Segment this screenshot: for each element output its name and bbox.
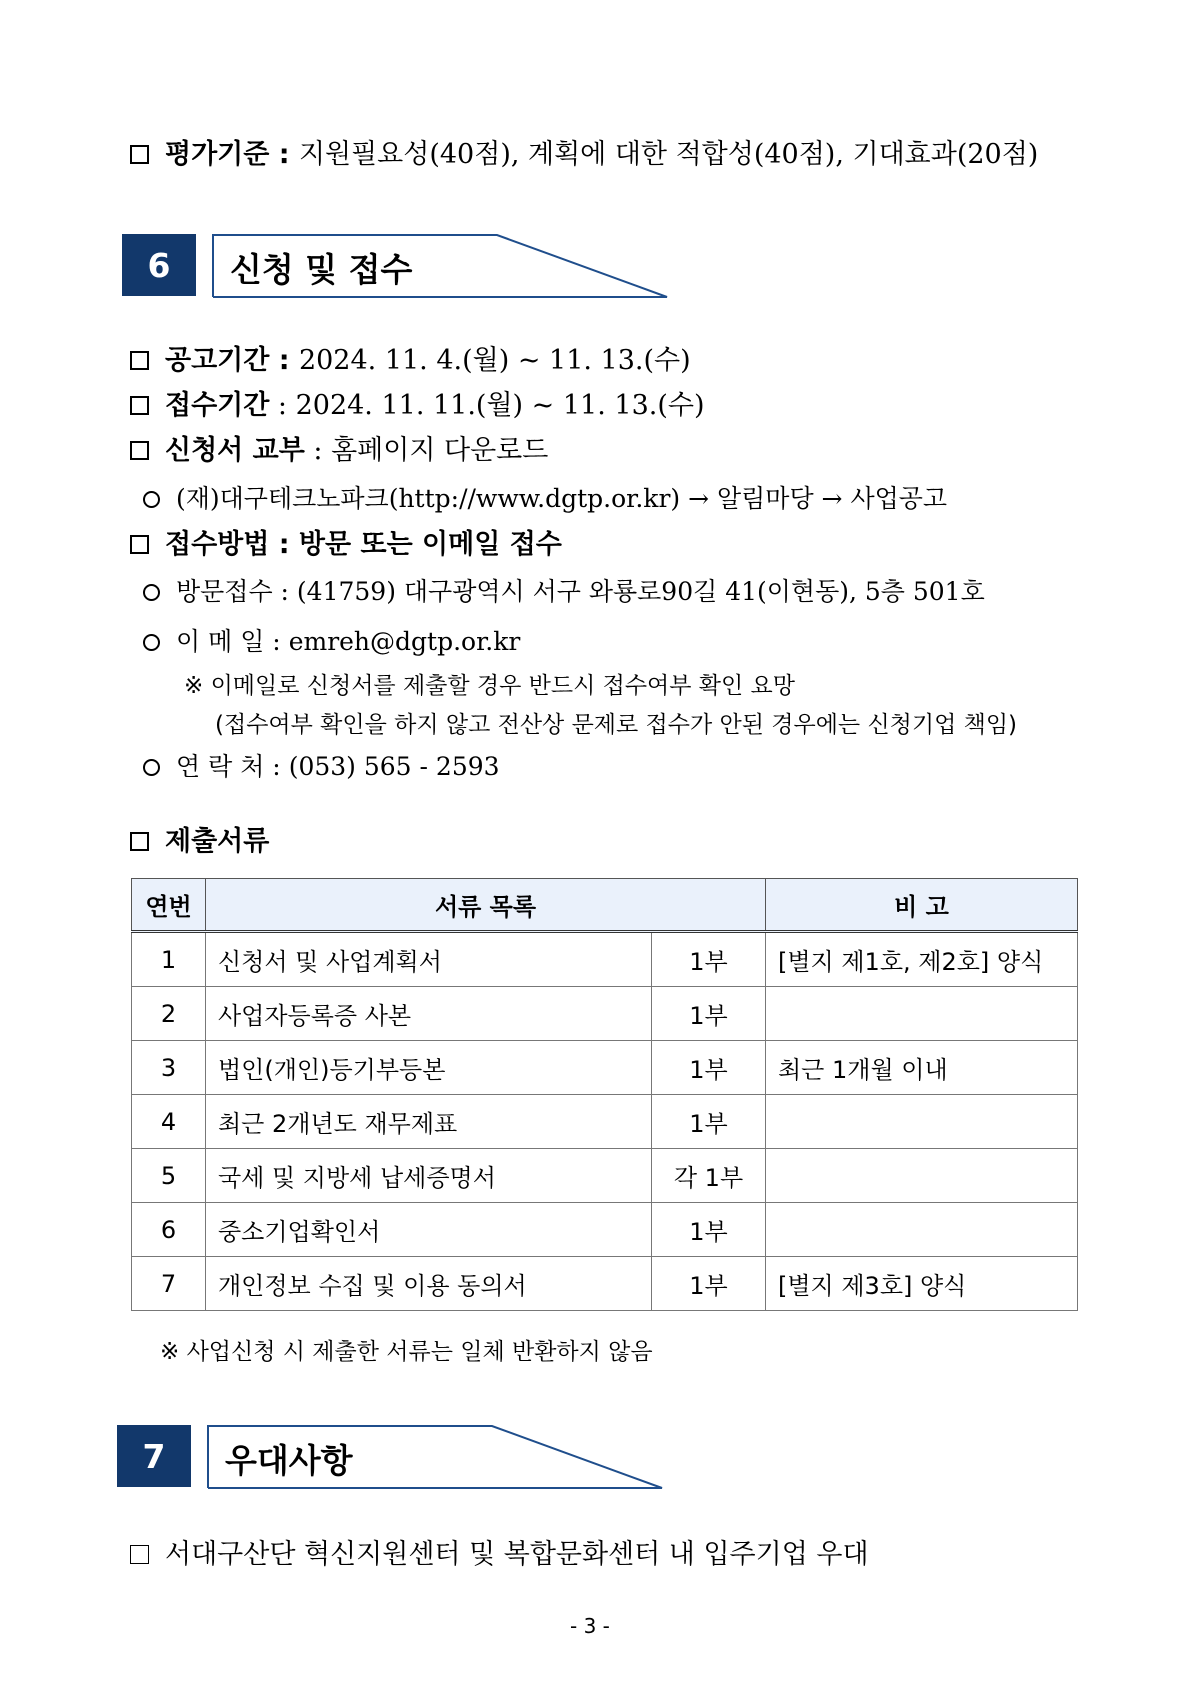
checkbox-square-icon (130, 832, 149, 851)
row-qty: 1부 (652, 1095, 766, 1149)
row-note (766, 1203, 1078, 1257)
announce-value: 2024. 11. 4.(월) ~ 11. 13.(수) (298, 345, 691, 376)
row-note (766, 1095, 1078, 1149)
circle-bullet-icon (143, 759, 160, 776)
checkbox-square-icon (130, 145, 149, 164)
checkbox-square-icon (130, 351, 149, 370)
row-no: 2 (132, 987, 206, 1041)
email-line: 이 메 일 : emreh@dgtp.or.kr (143, 624, 520, 660)
form-label: 신청서 교부 (165, 435, 305, 466)
contact-line: 연 락 처 : (053) 565 - 2593 (143, 749, 500, 785)
email-note-1: ※ 이메일로 신청서를 제출할 경우 반드시 접수여부 확인 요망 (184, 673, 795, 699)
documents-label: 제출서류 (165, 826, 270, 857)
checkbox-square-icon (130, 396, 149, 415)
header-no: 연번 (132, 879, 206, 932)
table-row (132, 1149, 1078, 1203)
row-note: 최근 1개월 이내 (766, 1041, 1078, 1095)
checkbox-square-icon (130, 441, 149, 460)
row-name: 중소기업확인서 (206, 1203, 652, 1257)
criteria-line: 평가기준 : 지원필요성(40점), 계획에 대한 적합성(40점), 기대효과(20점) (130, 137, 1038, 173)
row-no: 5 (132, 1149, 206, 1203)
form-line: 신청서 교부 : 홈페이지 다운로드 (130, 433, 548, 469)
row-name: 국세 및 지방세 납세증명서 (206, 1149, 652, 1203)
header-name: 서류 목록 (206, 879, 766, 932)
table-row (132, 1203, 1078, 1257)
table-row (132, 1041, 1078, 1095)
receipt-label: 접수기간 (165, 390, 270, 421)
circle-bullet-icon (143, 491, 160, 508)
method-label: 접수방법 : 방문 또는 이메일 접수 (165, 529, 562, 560)
table-row (132, 932, 1078, 987)
visit-line (143, 574, 985, 610)
table-row (132, 987, 1078, 1041)
circle-bullet-icon (143, 634, 160, 651)
section-7-number: 7 (117, 1425, 191, 1487)
checkbox-square-icon (130, 535, 149, 554)
documents-table (131, 878, 1078, 1311)
announce-line: 공고기간 : 2024. 11. 4.(월) ~ 11. 13.(수) (130, 343, 691, 379)
row-no: 3 (132, 1041, 206, 1095)
form-path: (재)대구테크노파크(http://www.dgtp.or.kr) → 알림마당 → 사업공고 (176, 484, 948, 513)
email-note-2: (접수여부 확인을 하지 않고 전산상 문제로 접수가 안된 경우에는 신청기업 책임) (215, 712, 1018, 738)
row-name: 신청서 및 사업계획서 (206, 932, 652, 987)
section-7-item-line (130, 1537, 869, 1573)
contact-value: (053) 565 - 2593 (288, 752, 500, 781)
section-6-number: 6 (122, 234, 196, 296)
row-qty: 1부 (652, 1041, 766, 1095)
row-note: [별지 제1호, 제2호] 양식 (766, 932, 1078, 987)
row-name: 법인(개인)등기부등본 (206, 1041, 652, 1095)
page-number: - 3 - (570, 1614, 610, 1638)
form-path-line (143, 481, 947, 517)
row-name: 개인정보 수집 및 이용 동의서 (206, 1257, 652, 1311)
section-7-item: 서대구산단 혁신지원센터 및 복합문화센터 내 입주기업 우대 (165, 1539, 869, 1570)
row-no: 6 (132, 1203, 206, 1257)
header-note: 비 고 (766, 879, 1078, 932)
row-no: 4 (132, 1095, 206, 1149)
table-row (132, 1257, 1078, 1311)
form-value: 홈페이지 다운로드 (331, 435, 549, 466)
method-line (130, 527, 562, 563)
row-qty: 각 1부 (652, 1149, 766, 1203)
criteria-label: 평가기준 (165, 139, 270, 170)
row-note (766, 1149, 1078, 1203)
documents-footnote: ※ 사업신청 시 제출한 서류는 일체 반환하지 않음 (160, 1339, 653, 1365)
criteria-value: 지원필요성(40점), 계획에 대한 적합성(40점), 기대효과(20점) (298, 139, 1039, 170)
receipt-value: 2024. 11. 11.(월) ~ 11. 13.(수) (295, 390, 705, 421)
visit-value: 방문접수 : (41759) 대구광역시 서구 와룡로90길 41(이현동), 5층 501호 (176, 577, 985, 606)
row-no: 7 (132, 1257, 206, 1311)
email-value: emreh@dgtp.or.kr (288, 627, 521, 656)
row-qty: 1부 (652, 932, 766, 987)
announce-label: 공고기간 (165, 345, 270, 376)
row-qty: 1부 (652, 987, 766, 1041)
row-name: 사업자등록증 사본 (206, 987, 652, 1041)
section-7-title: 우대사항 (225, 1441, 353, 1480)
circle-bullet-icon (143, 584, 160, 601)
contact-label: 연 락 처 (176, 752, 265, 781)
row-note: [별지 제3호] 양식 (766, 1257, 1078, 1311)
row-qty: 1부 (652, 1257, 766, 1311)
section-6-title: 신청 및 접수 (230, 250, 413, 289)
checkbox-square-icon (130, 1545, 149, 1564)
row-name: 최근 2개년도 재무제표 (206, 1095, 652, 1149)
row-note (766, 987, 1078, 1041)
table-row (132, 1095, 1078, 1149)
row-no: 1 (132, 932, 206, 987)
receipt-line: 접수기간 : 2024. 11. 11.(월) ~ 11. 13.(수) (130, 388, 704, 424)
documents-line (130, 824, 269, 860)
email-label: 이 메 일 (176, 627, 265, 656)
row-qty: 1부 (652, 1203, 766, 1257)
table-header-row (132, 879, 1078, 932)
